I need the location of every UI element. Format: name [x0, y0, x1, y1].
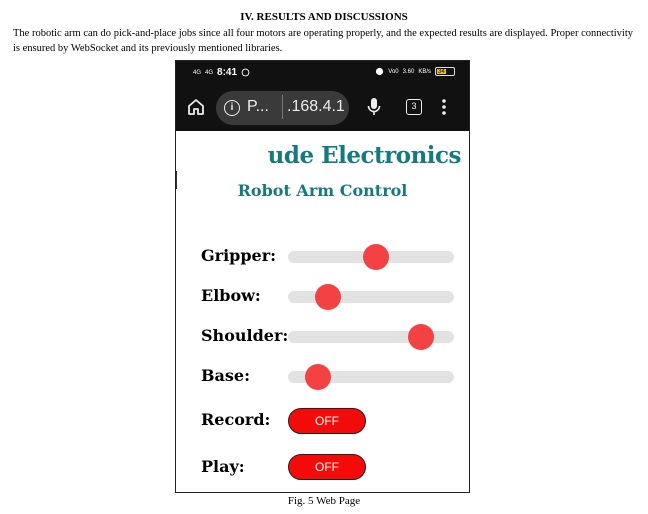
figure-caption: Fig. 5 Web Page — [287, 495, 361, 507]
shoulder-slider[interactable] — [288, 331, 454, 343]
address-bar[interactable] — [216, 91, 349, 125]
more-menu-icon[interactable] — [442, 98, 446, 116]
battery-level: 34 — [438, 69, 445, 75]
gripper-slider[interactable] — [288, 251, 454, 263]
network-indicator: 4G — [193, 69, 202, 76]
info-icon[interactable]: i — [224, 100, 240, 116]
speed-value: 3.60 — [402, 68, 415, 75]
base-label: Base: — [201, 366, 250, 385]
network-indicator-2: 4G — [205, 69, 214, 76]
status-time: 8:41 — [217, 67, 238, 78]
play-label: Play: — [201, 457, 245, 476]
phone-screenshot — [175, 60, 470, 493]
page-subtitle: Robot Arm Control — [237, 181, 408, 200]
base-slider-thumb[interactable] — [305, 364, 331, 390]
battery-icon — [435, 67, 455, 76]
shoulder-slider-thumb[interactable] — [408, 324, 434, 350]
tab-switcher-button[interactable]: 3 — [406, 99, 422, 115]
section-heading: IV. RESULTS AND DISCUSSIONS — [240, 11, 408, 23]
elbow-slider[interactable] — [288, 291, 454, 303]
browser-toolbar — [176, 85, 469, 131]
gripper-label: Gripper: — [201, 246, 277, 265]
play-toggle-button[interactable]: OFF — [288, 454, 366, 480]
home-icon[interactable] — [186, 97, 206, 117]
whatsapp-icon — [241, 68, 250, 77]
url-text-part1: P... — [247, 98, 269, 115]
url-divider — [282, 95, 283, 119]
gripper-slider-thumb[interactable] — [363, 244, 389, 270]
microphone-icon[interactable] — [366, 97, 382, 117]
alarm-icon — [375, 67, 384, 76]
speed-unit: KB/s — [418, 68, 431, 75]
record-label: Record: — [201, 410, 271, 429]
elbow-slider-thumb[interactable] — [315, 284, 341, 310]
base-slider[interactable] — [288, 371, 454, 383]
status-bar — [176, 61, 469, 85]
elbow-label: Elbow: — [201, 286, 261, 305]
shoulder-label: Shoulder: — [201, 326, 289, 345]
url-text-part2: .168.4.1 — [287, 98, 345, 115]
record-toggle-button[interactable]: OFF — [288, 408, 366, 434]
web-page — [176, 131, 469, 493]
volte-label: Vo0 — [388, 68, 399, 75]
body-paragraph: The robotic arm can do pick-and-place jobs since all four motors are operating properly, and the expected results are displayed. Proper connectivity is ensured by WebSocket and its previously mentioned libraries. — [13, 28, 633, 54]
site-title: ude Electronics — [267, 142, 461, 169]
